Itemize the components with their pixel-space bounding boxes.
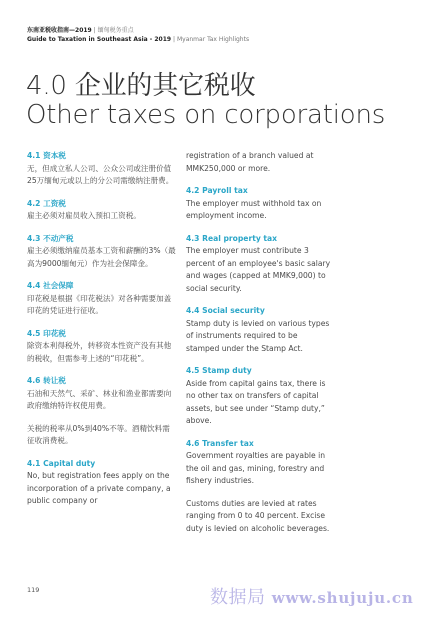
section-heading: 4.6 转让税	[27, 376, 66, 385]
watermark-site: www.shujuju.cn	[271, 589, 414, 607]
section-paragraph: 雇主必须对雇员收入预扣工资税。	[27, 211, 141, 220]
header-subtitle-en: Myanmar Tax Highlights	[176, 36, 250, 43]
left-column	[27, 150, 177, 508]
section-heading: 4.6 Transfer tax	[186, 438, 254, 448]
section-paragraph: Customs duties are levied at rates ranging from 0 to 40 percent. Excise duty is levied on alcoholic beverages.	[186, 498, 330, 533]
section-heading: 4.1 Capital duty	[27, 458, 96, 468]
section-heading: 4.4 社会保障	[27, 281, 74, 290]
section-paragraph: 印花税是根据《印花税法》对各种需要加盖印花的凭证进行征收。	[27, 293, 172, 315]
section-heading: 4.3 Real property tax	[186, 233, 278, 243]
section-paragraph: No, but registration fees apply on the incorporation of a private company, a public company or	[27, 471, 171, 505]
section-paragraph: Aside from capital gains tax, there is no other tax on transfers of capital assets, but see under “Stamp duty,” above.	[186, 378, 326, 425]
section-paragraph: registration of a branch valued at MMK250,000 or more.	[186, 151, 314, 173]
section-paragraph: The employer must contribute 3 percent of an employee's basic salary and wages (capped at MMK9,000) to social security.	[186, 246, 331, 293]
running-header	[27, 26, 249, 44]
header-year: —2019	[69, 27, 92, 34]
section-paragraph: 石油和天然气、采矿、林业和渔业都需要向政府缴纳特许权使用费。	[27, 388, 172, 410]
section-heading: 4.3 不动产税	[27, 233, 74, 243]
section-heading: 4.5 Stamp duty	[186, 366, 252, 375]
page-number: 119	[27, 586, 40, 594]
section-paragraph: 雇主必须缴纳雇员基本工资和薪酬的3%（最高为9000缅甸元）作为社会保障金。	[27, 246, 176, 268]
header-separator: |	[173, 36, 176, 43]
header-line-english	[27, 35, 249, 44]
section-paragraph: 关税的税率从0%到40%不等。酒精饮料需征收消费税。	[27, 423, 170, 445]
watermark	[210, 583, 414, 609]
page-title-en: Other taxes on corporations	[26, 100, 386, 130]
section-heading: 4.5 印花税	[27, 328, 66, 338]
section-paragraph: The employer must withhold tax on employment income.	[186, 198, 322, 220]
section-heading: 4.4 Social security	[186, 306, 265, 315]
watermark-cn: 数据局	[210, 587, 266, 608]
header-guide-title-cn: 东南亚税收指南	[27, 27, 70, 34]
header-line-chinese	[27, 26, 249, 35]
header-separator: |	[93, 27, 96, 34]
section-heading: 4.2 Payroll tax	[186, 186, 248, 195]
right-column	[186, 150, 332, 535]
section-heading: 4.2 工资税	[27, 198, 66, 208]
header-guide-title-en: Guide to Taxation in Southeast Asia - 2019	[27, 36, 172, 43]
section-paragraph: Government royalties are payable in the oil and gas, mining, forestry and fishery industries.	[186, 451, 326, 485]
page-title-cn: 4.0 企业的其它税收	[26, 71, 256, 101]
section-paragraph: 除资本利得税外，转移资本性资产没有其他的税收，但需参考上述的“印花税”。	[27, 341, 172, 363]
page-title	[26, 72, 385, 130]
header-subtitle-cn: 缅甸税务重点	[97, 27, 134, 34]
section-heading: 4.1 资本税	[27, 151, 66, 160]
section-paragraph: Stamp duty is levied on various types of instruments required to be stamped under the Stamp Act.	[186, 318, 330, 353]
section-paragraph: 无，但成立私人公司、公众公司或注册价值25万缅甸元或以上的分公司需缴纳注册费。	[27, 163, 174, 185]
